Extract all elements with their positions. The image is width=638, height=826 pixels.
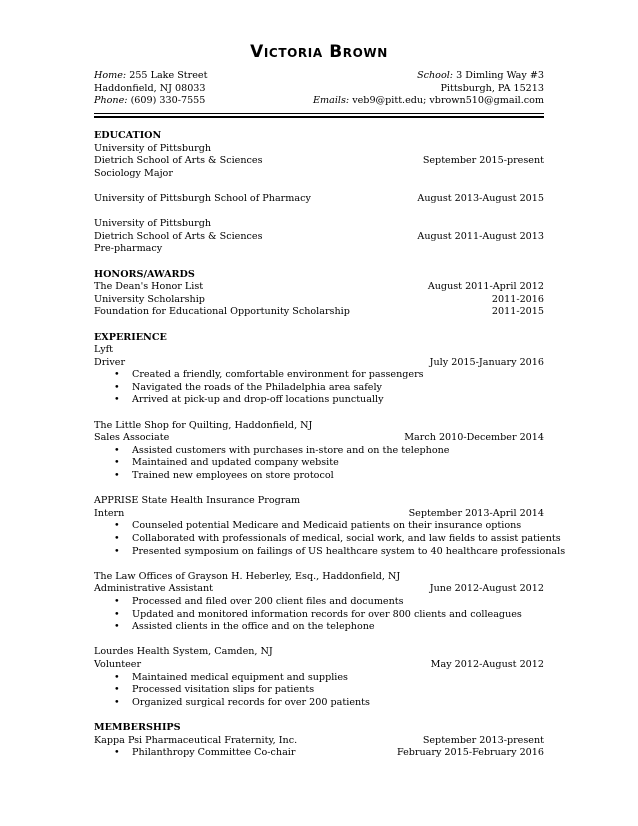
honors-heading: HONORS/AWARDS xyxy=(94,268,195,280)
bullet-item: • Maintained and updated company website xyxy=(114,457,339,469)
home-street: 255 Lake Street xyxy=(129,70,208,81)
education-heading: EDUCATION xyxy=(94,130,162,141)
job-date: July 2015-January 2016 xyxy=(429,356,544,368)
membership-org: Kappa Psi Pharmaceutical Fraternity, Inc. xyxy=(94,734,298,746)
membership-date: September 2013-present xyxy=(422,734,544,746)
header-rule-thin xyxy=(94,113,544,114)
bullet-item: • Navigated the roads of the Philadelphia area safely xyxy=(114,381,382,393)
experience-heading: EXPERIENCE xyxy=(94,331,167,343)
school-city: Pittsburgh, PA 15213 xyxy=(440,82,544,94)
honor-item: University Scholarship 2011-2016 xyxy=(94,293,544,305)
job-role: Driver xyxy=(94,356,126,368)
job-date: June 2012-August 2012 xyxy=(429,583,544,595)
phone: (609) 330-7555 xyxy=(130,95,206,107)
phone-label: Phone: xyxy=(94,95,128,107)
job-org: APPRISE State Health Insurance Program xyxy=(94,495,301,507)
home-city: Haddonfield, NJ 08033 xyxy=(94,82,206,94)
job-org: The Law Offices of Grayson H. Heberley, Esq., Haddonfield, NJ xyxy=(94,570,401,582)
edu-1-line-2: Dietrich School of Arts & Sciences September 2015-present xyxy=(94,155,544,167)
edu-3-line-1: University of Pittsburgh xyxy=(94,218,212,230)
job-role: Administrative Assistant xyxy=(94,583,214,595)
edu-3-line-3: Pre-pharmacy xyxy=(94,243,163,255)
honor-item: Foundation for Educational Opportunity Scholarship 2011-2015 xyxy=(94,306,544,318)
contact-row-2 xyxy=(94,83,544,96)
bullet-item: • Arrived at pick-up and drop-off locations punctually xyxy=(114,394,384,406)
job-org: The Little Shop for Quilting, Haddonfield, NJ xyxy=(94,419,313,431)
job-role-row xyxy=(94,357,544,370)
job-org: Lourdes Health System, Camden, NJ xyxy=(94,646,273,658)
job-role: Sales Associate xyxy=(94,432,170,444)
bullet-item: • Processed and filed over 200 client files and documents xyxy=(114,595,404,607)
job-bullets xyxy=(94,445,544,483)
job-role: Volunteer xyxy=(94,658,142,670)
edu-2-date: August 2013-August 2015 xyxy=(417,192,544,204)
home-label: Home: xyxy=(94,70,127,81)
job-org: Lyft xyxy=(94,344,114,356)
job-role-row xyxy=(94,508,544,521)
job-date: September 2013-April 2014 xyxy=(408,507,544,519)
job-role: Intern xyxy=(94,507,125,519)
bullet-item: • Maintained medical equipment and supplies xyxy=(114,671,348,683)
job-role-row xyxy=(94,432,544,445)
contact-row-1 xyxy=(94,70,544,83)
job-date: May 2012-August 2012 xyxy=(430,658,544,670)
bullet-item: • Organized surgical records for over 200 patients xyxy=(114,696,370,708)
bullet-item: • Assisted customers with purchases in-store and on the telephone xyxy=(114,444,450,456)
resume-body xyxy=(94,130,566,760)
membership-bullet-date: February 2015-February 2016 xyxy=(396,747,544,759)
job-role-row xyxy=(94,659,544,672)
bullet-item: • Philanthropy Committee Co-chair xyxy=(114,747,296,759)
bullet-item: • Counseled potential Medicare and Medicaid patients on their insurance options xyxy=(114,520,522,532)
edu-3-date: August 2011-August 2013 xyxy=(417,230,544,242)
job-bullets xyxy=(94,596,544,634)
edu-3-line-2: Dietrich School of Arts & Sciences August 2011-August 2013 xyxy=(94,230,544,242)
resume-name: Victoria Brown xyxy=(250,42,388,62)
bullet-item: • Collaborated with professionals of medical, social work, and law fields to assist patients xyxy=(114,533,561,544)
bullet-item: • Trained new employees on store protocol xyxy=(114,470,334,482)
contact-row-3 xyxy=(94,95,544,108)
honor-item: The Dean's Honor List August 2011-April 2012 xyxy=(94,281,544,293)
job-bullets xyxy=(94,520,566,558)
header-rule-thick xyxy=(94,116,544,118)
membership-row xyxy=(94,735,544,748)
edu-2-line-1: University of Pittsburgh School of Pharmacy August 2013-August 2015 xyxy=(94,192,544,204)
bullet-item: • Created a friendly, comfortable environment for passengers xyxy=(114,369,424,381)
emails: veb9@pitt.edu; vbrown510@gmail.com xyxy=(352,95,544,107)
school-street: 3 Dimling Way #3 xyxy=(456,70,544,81)
memberships-heading: MEMBERSHIPS xyxy=(94,721,181,733)
bullet-item: • Presented symposium on failings of US healthcare system to 40 healthcare professionals xyxy=(114,545,566,557)
job-role-row xyxy=(94,583,544,596)
emails-label: Emails: xyxy=(313,95,350,107)
job-bullets xyxy=(94,369,544,407)
job-bullets xyxy=(94,672,544,710)
bullet-item: • Updated and monitored information records for over 800 clients and colleagues xyxy=(114,608,522,620)
job-date: March 2010-December 2014 xyxy=(404,432,544,444)
membership-bullet-row xyxy=(94,747,544,760)
edu-1-line-1: University of Pittsburgh xyxy=(94,142,212,154)
edu-1-date: September 2015-present xyxy=(422,155,544,167)
edu-1-line-3: Sociology Major xyxy=(94,167,173,179)
school-label: School: xyxy=(417,70,454,81)
bullet-item: • Assisted clients in the office and on the telephone xyxy=(114,621,375,633)
contact-block xyxy=(94,70,544,108)
bullet-item: • Processed visitation slips for patients xyxy=(114,684,315,696)
